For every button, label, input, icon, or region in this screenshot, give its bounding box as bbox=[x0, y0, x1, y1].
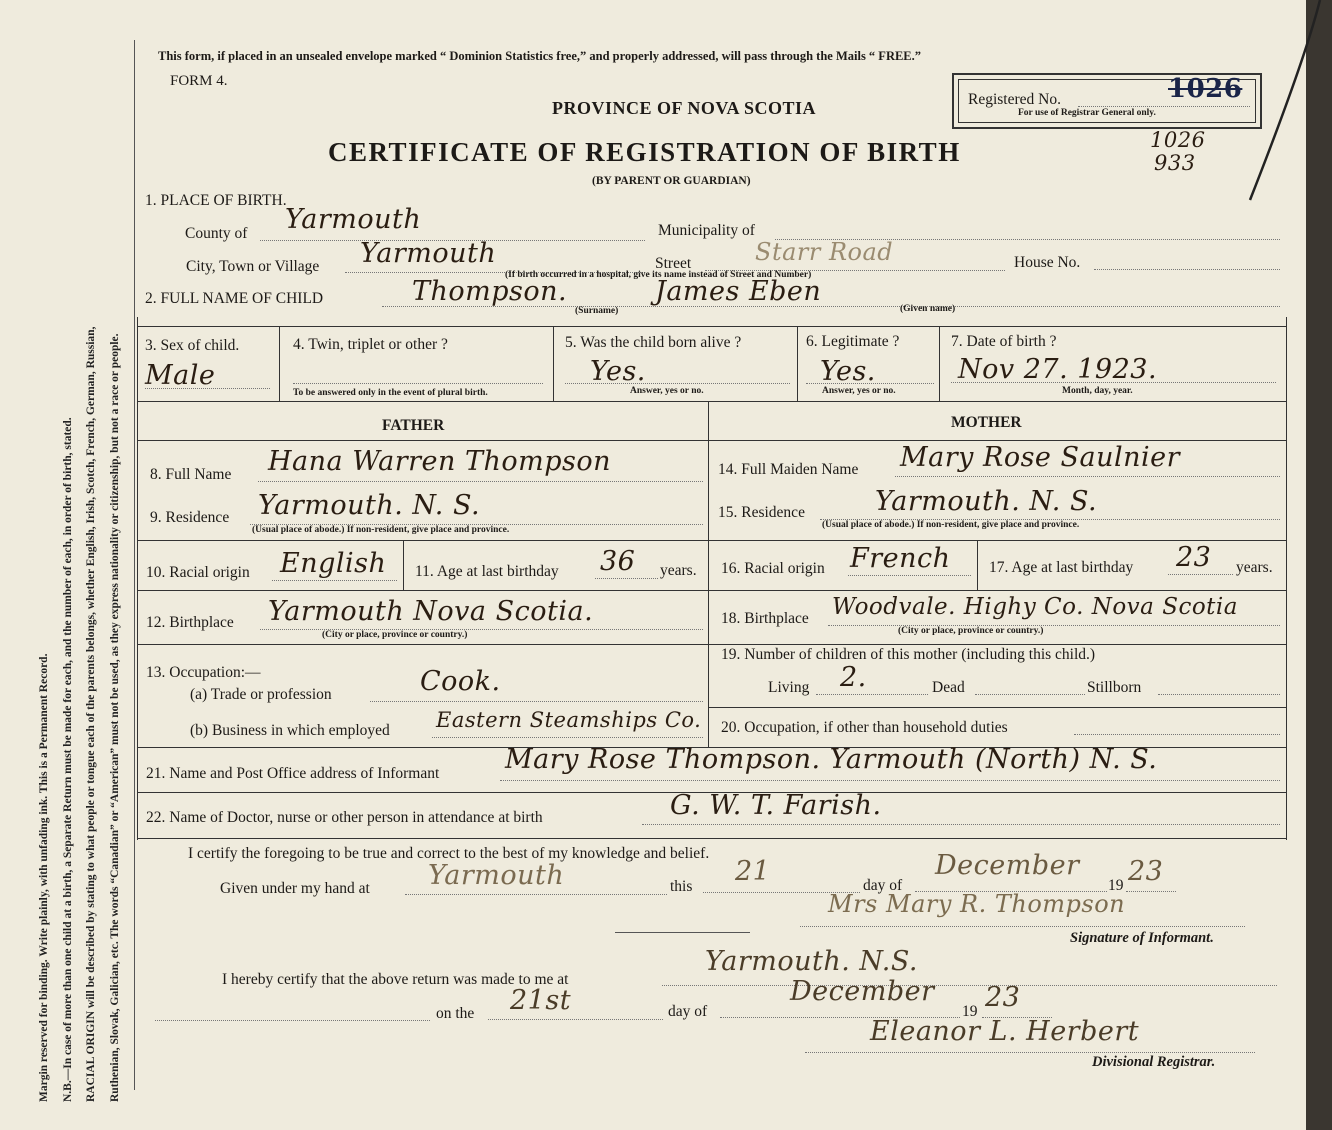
registrar-year-value: 23 bbox=[985, 982, 1021, 1013]
business-value: Eastern Steamships Co. bbox=[436, 708, 702, 732]
mother-name-value: Mary Rose Saulnier bbox=[900, 442, 1181, 473]
legitimate-line bbox=[806, 383, 934, 384]
registrar-place-line bbox=[662, 985, 1277, 986]
certificate-title: CERTIFICATE OF REGISTRATION OF BIRTH bbox=[328, 137, 961, 167]
father-race-label: 10. Racial origin bbox=[146, 564, 250, 581]
father-age-label: 11. Age at last birthday bbox=[415, 563, 559, 580]
registrar-year-prefix: 19 bbox=[962, 1003, 978, 1020]
attendant-line bbox=[642, 824, 1280, 825]
margin-note-racial-origin: RACIAL ORIGIN will be described by stating to what people or tongue each of the parents belongs, whether English, Irish, Scotch, French, German, Russian, bbox=[85, 326, 97, 1102]
given-year-value: 23 bbox=[1128, 856, 1164, 887]
county-value: Yarmouth bbox=[285, 204, 422, 235]
child-name-label: 2. FULL NAME OF CHILD bbox=[145, 290, 324, 307]
legitimate-label: 6. Legitimate ? bbox=[806, 333, 900, 350]
margin-note-racial-origin-cont: Ruthenian, Slovak, Galician, etc. The words “Canadian” or “American” must not be used, as they express nationality or citizenship, but not a race or people. bbox=[108, 333, 121, 1102]
father-birthplace-value: Yarmouth Nova Scotia. bbox=[268, 596, 594, 627]
margin-number-1: 1026 bbox=[1150, 128, 1206, 152]
born-alive-label: 5. Was the child born alive ? bbox=[565, 334, 742, 351]
business-label: (b) Business in which employed bbox=[190, 722, 390, 739]
house-number-label: House No. bbox=[1014, 254, 1081, 271]
attendant-label: 22. Name of Doctor, nurse or other person in attendance at birth bbox=[146, 809, 543, 826]
street-value: Starr Road bbox=[755, 238, 894, 266]
given-month-value: December bbox=[935, 850, 1080, 881]
frame-left bbox=[137, 317, 138, 840]
father-race-value: English bbox=[280, 548, 387, 579]
margin-note-binding: Margin reserved for binding. Write plainly, with unfading ink. This is a Permanent Record. bbox=[38, 653, 50, 1102]
sex-value: Male bbox=[145, 360, 216, 391]
informant-signature: Mrs Mary R. Thompson bbox=[828, 890, 1126, 918]
col-divider-3 bbox=[279, 326, 280, 401]
registered-number-label: Registered No. bbox=[968, 91, 1061, 108]
born-alive-line bbox=[565, 383, 790, 384]
father-residence-note: (Usual place of abode.) If non-resident, give place and province. bbox=[252, 525, 510, 535]
father-age-value: 36 bbox=[600, 546, 636, 577]
date-of-birth-line bbox=[951, 382, 1276, 383]
father-birthplace-label: 12. Birthplace bbox=[146, 614, 234, 631]
father-heading: FATHER bbox=[382, 417, 445, 434]
child-given-name: James Eben bbox=[655, 276, 822, 307]
mother-residence-note: (Usual place of abode.) If non-resident, give place and province. bbox=[822, 520, 1080, 530]
informant-sig-short-line bbox=[615, 932, 750, 933]
mother-birthplace-label: 18. Birthplace bbox=[721, 610, 809, 627]
given-year-line bbox=[1126, 891, 1176, 892]
registered-number-value: 1026 bbox=[1168, 74, 1243, 104]
col-divider-6 bbox=[939, 326, 940, 401]
mother-birthplace-value: Woodvale. Highy Co. Nova Scotia bbox=[832, 594, 1238, 620]
stillborn-line bbox=[1158, 694, 1280, 695]
father-name-value: Hana Warren Thompson bbox=[268, 446, 612, 477]
mother-race-line bbox=[848, 575, 971, 576]
trade-value: Cook. bbox=[420, 666, 501, 697]
margin-number-2: 933 bbox=[1154, 151, 1196, 175]
registrar-day-of-label: day of bbox=[668, 1003, 708, 1020]
form-number: FORM 4. bbox=[170, 73, 228, 89]
father-race-line bbox=[272, 580, 397, 581]
mother-years-label: years. bbox=[1236, 559, 1273, 576]
given-place-line bbox=[405, 894, 667, 895]
divider-residence bbox=[137, 540, 1287, 541]
registrar-place-value: Yarmouth. N.S. bbox=[705, 946, 918, 977]
informant-line bbox=[500, 780, 1280, 781]
stillborn-label: Stillborn bbox=[1087, 679, 1142, 696]
registrar-signature-line bbox=[805, 1052, 1255, 1053]
father-years-label: years. bbox=[660, 562, 697, 579]
father-age-line bbox=[595, 578, 658, 579]
father-name-label: 8. Full Name bbox=[150, 466, 232, 483]
certification-statement: I certify the foregoing to be true and correct to the best of my knowledge and belief. bbox=[188, 845, 710, 862]
sex-line bbox=[145, 388, 270, 389]
city-value: Yarmouth bbox=[360, 238, 497, 269]
mother-race-divider bbox=[977, 540, 978, 590]
date-of-birth-label: 7. Date of birth ? bbox=[951, 333, 1057, 350]
registrar-day-value: 21st bbox=[510, 985, 572, 1016]
registrar-day-line bbox=[488, 1019, 663, 1020]
municipality-label: Municipality of bbox=[658, 222, 755, 239]
born-alive-caption: Answer, yes or no. bbox=[630, 386, 704, 396]
living-value: 2. bbox=[840, 662, 867, 693]
divider-birthplace bbox=[137, 644, 1287, 645]
mother-residence-value: Yarmouth. N. S. bbox=[875, 486, 1098, 517]
parents-heading-divider bbox=[137, 440, 1287, 441]
attendant-value: G. W. T. Farish. bbox=[670, 790, 882, 821]
registrar-on-the-label: on the bbox=[436, 1005, 475, 1022]
surname-caption: (Surname) bbox=[575, 306, 619, 316]
father-race-divider bbox=[403, 540, 404, 590]
dead-line bbox=[975, 694, 1085, 695]
mother-occupation-line bbox=[1074, 734, 1280, 735]
twin-line bbox=[293, 383, 543, 384]
given-day-value: 21 bbox=[735, 856, 771, 887]
given-name-caption: (Given name) bbox=[900, 304, 956, 314]
mother-occupation-label: 20. Occupation, if other than household duties bbox=[721, 719, 1008, 736]
twin-note: To be answered only in the event of plural birth. bbox=[293, 388, 488, 398]
hospital-note: (If birth occurred in a hospital, give its name instead of Street and Number) bbox=[505, 270, 812, 280]
legitimate-caption: Answer, yes or no. bbox=[822, 386, 896, 396]
registrar-month-value: December bbox=[790, 976, 935, 1007]
margin-note-multiple-births: N.B.—In case of more than one child at a birth, a Separate Return must be made for each, and the number of each, in order of birth, stated. bbox=[61, 417, 74, 1102]
mother-name-label: 14. Full Maiden Name bbox=[718, 461, 859, 478]
certificate-subtitle: (BY PARENT OR GUARDIAN) bbox=[592, 175, 751, 187]
street-label: Street bbox=[655, 255, 692, 272]
given-day-of-label: day of bbox=[863, 877, 903, 894]
mother-birthplace-note: (City or place, province or country.) bbox=[898, 626, 1044, 636]
mother-birthplace-line bbox=[828, 625, 1280, 626]
registrar-signature: Eleanor L. Herbert bbox=[870, 1016, 1140, 1047]
date-of-birth-caption: Month, day, year. bbox=[1062, 386, 1133, 396]
twin-label: 4. Twin, triplet or other ? bbox=[293, 336, 448, 353]
registrar-use-note: For use of Registrar General only. bbox=[1018, 108, 1156, 118]
divider-race bbox=[137, 590, 1287, 591]
registrar-statement: I hereby certify that the above return was made to me at bbox=[222, 971, 569, 988]
living-label: Living bbox=[768, 679, 810, 696]
col-divider-4 bbox=[553, 326, 554, 401]
postal-notice: This form, if placed in an unsealed envelope marked “ Dominion Statistics free,” and properly addressed, will pass through the Mails “ FREE.” bbox=[158, 49, 922, 63]
divider-children bbox=[708, 707, 1287, 708]
child-surname: Thompson. bbox=[412, 276, 568, 307]
this-label: this bbox=[670, 878, 693, 895]
informant-label: 21. Name and Post Office address of Informant bbox=[146, 765, 440, 782]
living-line bbox=[816, 694, 928, 695]
trade-label: (a) Trade or profession bbox=[190, 686, 332, 703]
frame-right bbox=[1286, 317, 1287, 840]
given-place-value: Yarmouth bbox=[428, 860, 565, 891]
date-of-birth-value: Nov 27. 1923. bbox=[958, 354, 1158, 385]
col-divider-5 bbox=[797, 326, 798, 401]
informant-value: Mary Rose Thompson. Yarmouth (North) N. S. bbox=[505, 744, 1158, 775]
section-divider-2 bbox=[137, 401, 1287, 402]
place-of-birth-heading: 1. PLACE OF BIRTH. bbox=[145, 192, 287, 209]
county-label: County of bbox=[185, 225, 248, 242]
business-line bbox=[432, 737, 703, 738]
section-divider-1 bbox=[137, 326, 1287, 327]
born-alive-value: Yes. bbox=[590, 356, 646, 387]
legitimate-value: Yes. bbox=[820, 356, 876, 387]
mother-heading: MOTHER bbox=[951, 414, 1022, 431]
father-occupation-label: 13. Occupation:— bbox=[146, 664, 261, 681]
given-year-prefix: 19 bbox=[1108, 877, 1124, 894]
binding-margin-line bbox=[134, 40, 135, 1090]
trade-line bbox=[370, 701, 703, 702]
parents-center-divider bbox=[708, 401, 709, 747]
registrar-caption: Divisional Registrar. bbox=[1092, 1054, 1216, 1070]
sex-label: 3. Sex of child. bbox=[145, 337, 240, 354]
father-birthplace-note: (City or place, province or country.) bbox=[322, 630, 468, 640]
father-residence-value: Yarmouth. N. S. bbox=[258, 490, 481, 521]
mother-age-line bbox=[1168, 574, 1233, 575]
mother-age-label: 17. Age at last birthday bbox=[989, 559, 1134, 576]
mother-race-label: 16. Racial origin bbox=[721, 560, 825, 577]
registrar-blank-line bbox=[155, 1020, 430, 1021]
margin-instructions bbox=[33, 102, 127, 1102]
children-count-label: 19. Number of children of this mother (including this child.) bbox=[721, 646, 1096, 663]
mother-residence-label: 15. Residence bbox=[718, 504, 805, 521]
mother-age-value: 23 bbox=[1176, 542, 1212, 573]
dead-label: Dead bbox=[932, 679, 965, 696]
informant-sig-line bbox=[800, 926, 1245, 927]
city-label: City, Town or Village bbox=[186, 258, 320, 275]
informant-signature-caption: Signature of Informant. bbox=[1070, 930, 1214, 946]
registered-number-line bbox=[1078, 106, 1250, 107]
house-number-line bbox=[1094, 269, 1280, 270]
province-heading: PROVINCE OF NOVA SCOTIA bbox=[552, 98, 817, 118]
given-under-hand-label: Given under my hand at bbox=[220, 880, 370, 897]
father-residence-label: 9. Residence bbox=[150, 509, 230, 526]
mother-race-value: French bbox=[850, 543, 951, 574]
mother-name-line bbox=[895, 476, 1280, 477]
father-name-line bbox=[258, 481, 703, 482]
divider-attendant bbox=[137, 838, 1287, 839]
